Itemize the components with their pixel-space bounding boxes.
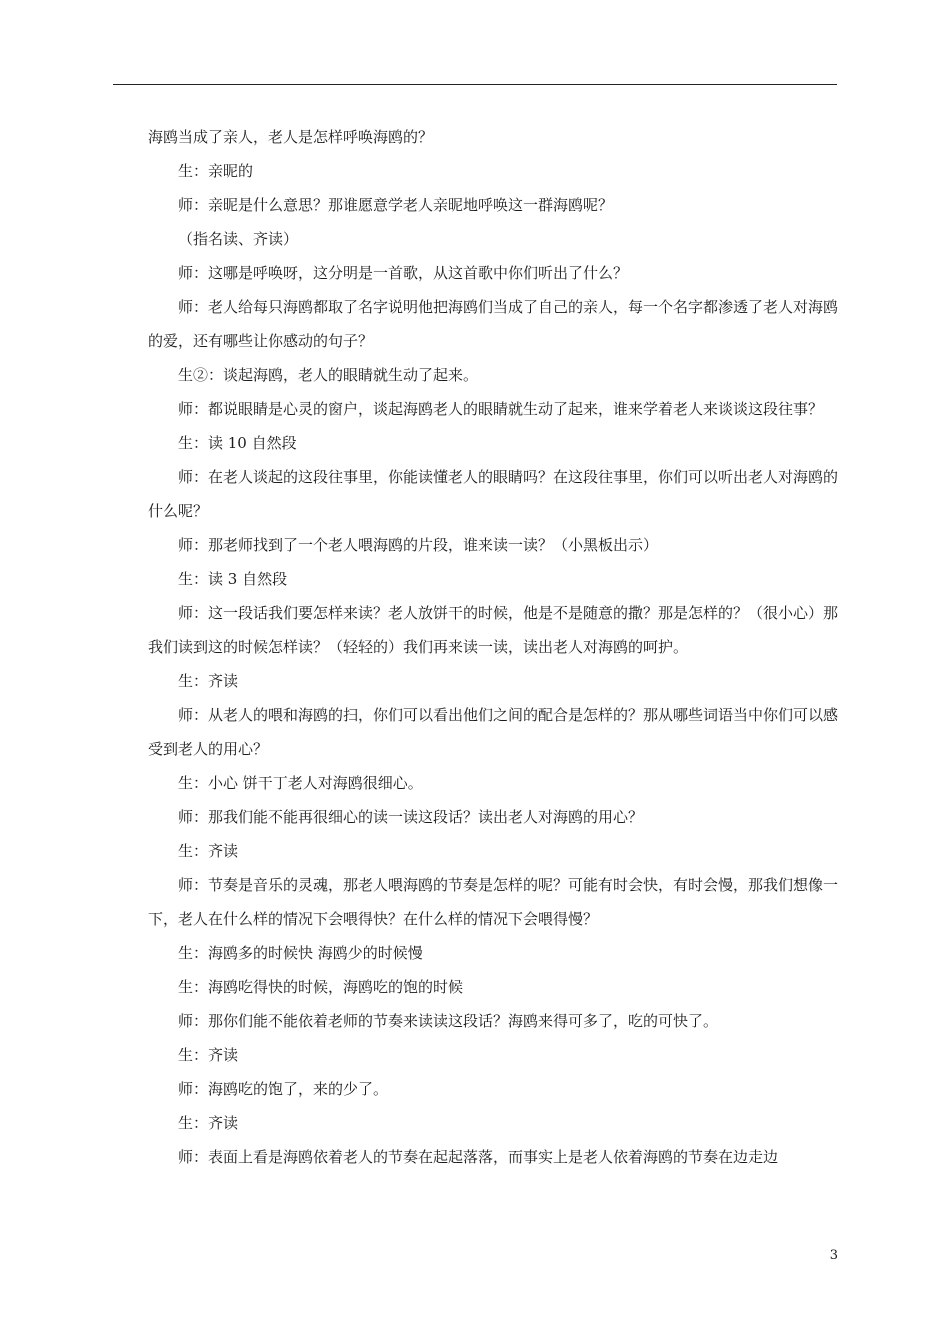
paragraph: 海鸥当成了亲人，老人是怎样呼唤海鸥的？ <box>148 128 434 146</box>
paragraph: 师：都说眼睛是心灵的窗户，谈起海鸥老人的眼睛就生动了起来，谁来学着老人来谈谈这段往事？ <box>178 400 824 418</box>
paragraph: 生②：谈起海鸥，老人的眼睛就生动了起来。 <box>178 366 479 384</box>
paragraph: 师：那我们能不能再很细心的读一读这段话？读出老人对海鸥的用心？ <box>178 808 644 826</box>
paragraph: 师：从老人的喂和海鸥的扫，你们可以看出他们之间的配合是怎样的？那从哪些词语当中你们可以感受到老人的用心？ <box>148 706 839 758</box>
paragraph: 师：这哪是呼唤呀，这分明是一首歌，从这首歌中你们听出了什么？ <box>178 264 629 282</box>
paragraph: 师：在老人谈起的这段往事里，你能读懂老人的眼睛吗？在这段往事里，你们可以听出老人对海鸥的什么呢？ <box>148 468 839 520</box>
paragraph: 生：海鸥多的时候快 海鸥少的时候慢 <box>178 944 423 962</box>
paragraph: 师：那老师找到了一个老人喂海鸥的片段，谁来读一读？（小黑板出示） <box>178 536 659 554</box>
page-number: 3 <box>829 1248 838 1263</box>
paragraph: 生：齐读 <box>178 672 239 690</box>
header-rule <box>113 84 837 85</box>
paragraph: 师：这一段话我们要怎样来读？老人放饼干的时候，他是不是随意的撒？那是怎样的？（很小心）那我们读到这的时候怎样读？（轻轻的）我们再来读一读，读出老人对海鸥的呵护。 <box>148 604 839 656</box>
paragraph: 生：海鸥吃得快的时候，海鸥吃的饱的时候 <box>178 978 464 996</box>
paragraph: 生：小心 饼干丁老人对海鸥很细心。 <box>178 774 423 792</box>
paragraph: 师：老人给每只海鸥都取了名字说明他把海鸥们当成了自己的亲人，每一个名字都渗透了老人对海鸥的爱，还有哪些让你感动的句子？ <box>148 298 839 350</box>
paragraph: 师：表面上看是海鸥依着老人的节奏在起起落落，而事实上是老人依着海鸥的节奏在边走边 <box>178 1148 779 1166</box>
paragraph: 生：亲昵的 <box>178 162 254 180</box>
paragraph: 师：节奏是音乐的灵魂，那老人喂海鸥的节奏是怎样的呢？可能有时会快，有时会慢，那我们想像一下，老人在什么样的情况下会喂得快？在什么样的情况下会喂得慢？ <box>148 876 839 928</box>
paragraph: 生：齐读 <box>178 842 239 860</box>
paragraph: 师：那你们能不能依着老师的节奏来读读这段话？海鸥来得可多了，吃的可快了。 <box>178 1012 719 1030</box>
paragraph: 生：读 3 自然段 <box>178 570 288 588</box>
paragraph: 师：亲昵是什么意思？那谁愿意学老人亲昵地呼唤这一群海鸥呢？ <box>178 196 614 214</box>
document-body <box>148 120 838 1174</box>
paragraph: 生：齐读 <box>178 1046 239 1064</box>
paragraph: 师：海鸥吃的饱了，来的少了。 <box>178 1080 389 1098</box>
paragraph: （指名读、齐读） <box>178 230 299 248</box>
paragraph: 生：读 10 自然段 <box>178 434 297 452</box>
paragraph: 生：齐读 <box>178 1114 239 1132</box>
